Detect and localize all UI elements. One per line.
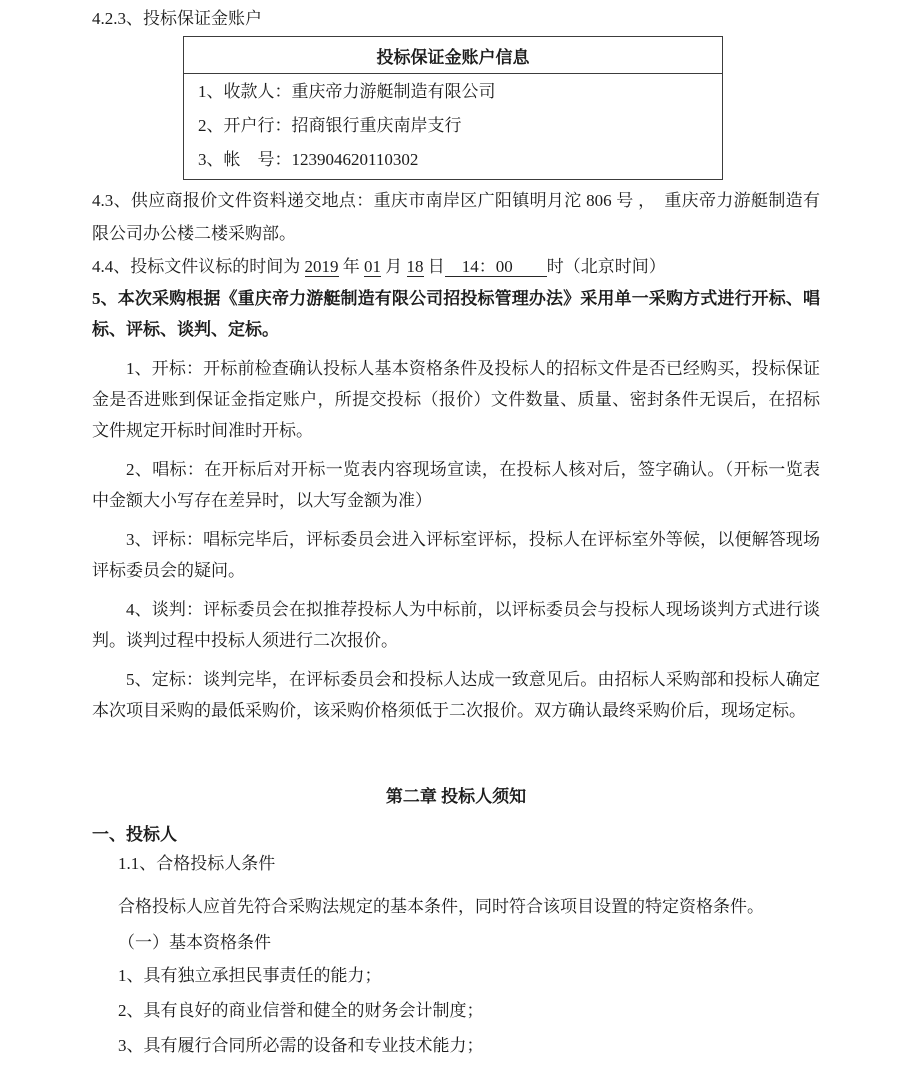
chapter2-section-1-heading: 一、投标人 bbox=[92, 825, 177, 844]
process-para-award: 5、定标：谈判完毕，在评标委员会和投标人达成一致意见后。由招标人采购部和投标人确定本次项目采购的最低采购价，该采购价格须低于二次报价。双方确认最终采购价后，现场定标。 bbox=[92, 670, 820, 720]
bid-time-year-unit: 年 bbox=[338, 257, 364, 276]
bid-time-suffix: 时（北京时间） bbox=[546, 257, 666, 276]
qualification-condition-2: 2、具有良好的商业信誉和健全的财务会计制度； bbox=[118, 1001, 484, 1020]
qualification-condition-3: 3、具有履行合同所必需的设备和专业技术能力； bbox=[118, 1036, 484, 1055]
bid-time-day-unit: 日 bbox=[423, 257, 445, 276]
process-para-read-bid: 2、唱标：在开标后对开标一览表内容现场宣读，在投标人核对后，签字确认。（开标一览表中金额大小写存在差异时，以大写金额为准） bbox=[92, 460, 820, 510]
deposit-table-body bbox=[184, 74, 723, 180]
deposit-account-table bbox=[183, 36, 723, 180]
process-para-open-bid: 1、开标：开标前检查确认投标人基本资格条件及投标人的招标文件是否已经购买，投标保证金是否进账到保证金指定账户，所提交投标（报价）文件数量、质量、密封条件无误后，在招标文件规定开标时间准时开标。 bbox=[92, 359, 820, 440]
deposit-table-title: 投标保证金账户信息 bbox=[184, 37, 723, 74]
section-5-procurement-method: 5、本次采购根据《重庆帝力游艇制造有限公司招投标管理办法》采用单一采购方式进行开标、唱标、评标、谈判、定标。 bbox=[92, 289, 820, 339]
process-para-negotiate: 4、谈判：评标委员会在拟推荐投标人为中标前，以评标委员会与投标人现场谈判方式进行谈判。谈判过程中投标人须进行二次报价。 bbox=[92, 600, 820, 650]
table-row-account-number: 3、帐 号：123904620110302 bbox=[198, 150, 419, 169]
bid-time-clock: 14：00 bbox=[444, 257, 547, 276]
bid-time-prefix: 4.4、投标文件议标的时间为 bbox=[92, 257, 305, 276]
bid-time-day: 18 bbox=[406, 257, 424, 276]
table-row-payee: 1、收款人：重庆帝力游艇制造有限公司 bbox=[198, 82, 496, 101]
bid-time-year: 2019 bbox=[304, 257, 339, 276]
qualification-condition-1: 1、具有独立承担民事责任的能力； bbox=[118, 966, 382, 985]
section-4-3-delivery-address: 4.3、供应商报价文件资料递交地点：重庆市南岸区广阳镇明月沱 806 号 ， 重庆帝力游艇制造有限公司办公楼二楼采购部。 bbox=[92, 191, 820, 243]
chapter-2-title: 第二章 投标人须知 bbox=[385, 787, 527, 806]
section-4-4-bid-time bbox=[92, 250, 820, 283]
table-row-bank: 2、开户行：招商银行重庆南岸支行 bbox=[198, 116, 462, 135]
section-4-2-3-heading: 4.2.3、投标保证金账户 bbox=[92, 9, 262, 28]
bid-time-month: 01 bbox=[364, 257, 381, 276]
qualified-bidder-intro: 合格投标人应首先符合采购法规定的基本条件，同时符合该项目设置的特定资格条件。 bbox=[118, 897, 764, 916]
process-para-evaluate-bid: 3、评标：唱标完毕后，评标委员会进入评标室评标，投标人在评标室外等候，以便解答现场评标委员会的疑问。 bbox=[92, 530, 820, 580]
basic-qualification-subheading: （一）基本资格条件 bbox=[118, 933, 271, 952]
chapter2-section-1-1-heading: 1.1、合格投标人条件 bbox=[118, 854, 276, 873]
bid-time-month-unit: 月 bbox=[381, 257, 407, 276]
